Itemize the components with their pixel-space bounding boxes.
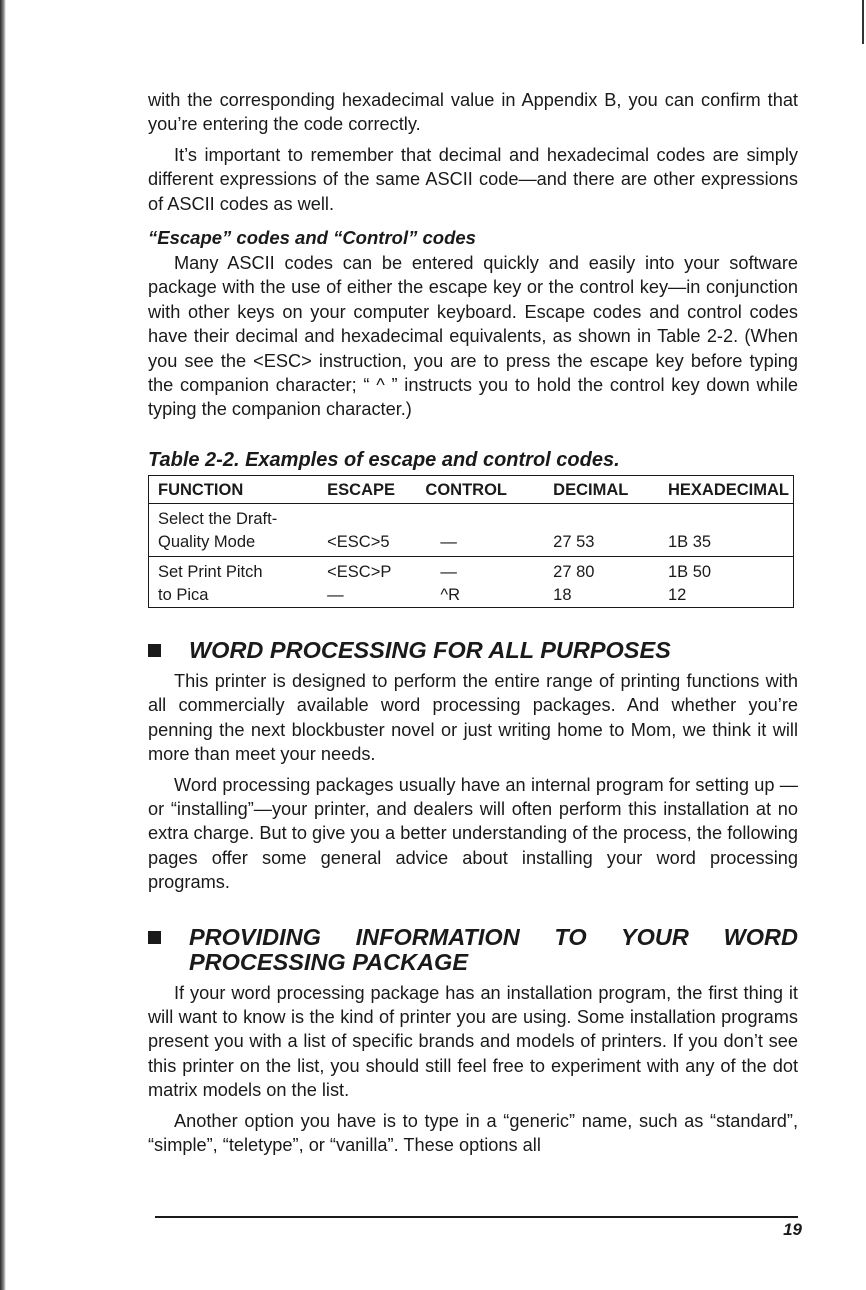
page-number: 19 (783, 1220, 802, 1239)
body-paragraph: This printer is designed to perform the entire range of printing functions with all commercially available word processing packages. And whether you’re penning the next blockbuster novel or just writing home to Mom, we think it will more than meet your needs. (148, 670, 798, 765)
cell-control: — (416, 531, 544, 557)
section-heading-word-processing (148, 638, 798, 663)
table-row (149, 584, 794, 608)
cell-escape: — (327, 585, 344, 604)
table-caption: Table 2-2. Examples of escape and control codes. (148, 448, 620, 471)
body-paragraph: with the corresponding hexadecimal value in Appendix B, you can confirm that you’re entering the code correctly. (148, 90, 798, 135)
section-heading-text: PROVIDING INFORMATION TO YOUR WORD PROCESSING PACKAGE (189, 923, 798, 975)
body-paragraph: It’s important to remember that decimal and hexadecimal codes are simply different expressions of the same ASCII code—and there are other expressions of ASCII codes as well. (148, 144, 798, 214)
cell-control: ^R (440, 585, 461, 604)
table-row (149, 531, 794, 557)
cell-escape (318, 503, 416, 531)
page-edge-mark (862, 0, 864, 44)
body-paragraph: Many ASCII codes can be entered quickly and easily into your software package with the use of either the escape key or the control key—in conjunction with other keys on your computer keyboard. Escape codes and control codes have their decimal and hexadecimal equivalents, as shown in Table 2-2. (When you see the <ESC> instruction, you are to press the escape key before typing the companion character; “ ^ ” instructs you to hold the control key down while typing the companion character.) (148, 253, 798, 420)
column-header-function: FUNCTION (149, 475, 319, 503)
cell-control (416, 503, 544, 531)
cell-function: Quality Mode (149, 531, 319, 557)
cell-function: Select the Draft- (158, 509, 278, 528)
cell-hex: 1B 35 (659, 531, 794, 557)
column-header-decimal: DECIMAL (544, 475, 659, 503)
cell-escape: <ESC>P (327, 562, 392, 581)
cell-decimal: 27 80 (553, 562, 595, 581)
cell-control: — (440, 562, 457, 581)
square-bullet-icon (148, 644, 161, 657)
cell-hex (659, 503, 794, 531)
page-binding-edge (0, 0, 6, 1290)
manual-page (148, 88, 798, 1163)
cell-function: Set Print Pitch (158, 562, 263, 581)
section-heading-text: WORD PROCESSING FOR ALL PURPOSES (189, 636, 671, 663)
cell-hex: 1B 50 (667, 562, 712, 581)
square-bullet-icon (148, 931, 161, 944)
column-header-control: CONTROL (416, 475, 544, 503)
body-paragraph: If your word processing package has an installation program, the first thing it will want to know is the kind of printer you are using. Some installation programs present you with a list of specific brands and models of printers. If you don’t see this printer on the list, you should still feel free to experiment with any of the dot matrix models on the list. (148, 982, 798, 1101)
cell-decimal (544, 503, 659, 531)
body-paragraph: Another option you have is to type in a “generic” name, such as “standard”, “simple”, “teletype”, or “vanilla”. These options all (148, 1110, 798, 1155)
footer-rule (155, 1216, 798, 1218)
escape-control-subheading: “Escape” codes and “Control” codes (148, 227, 476, 249)
column-header-hexadecimal: HEXADECIMAL (659, 475, 794, 503)
cell-function: to Pica (158, 585, 209, 604)
body-paragraph: Word processing packages usually have an internal program for setting up —or “installing”—your printer, and dealers will often perform this installation at no extra charge. But to give you a better understanding of the process, the following pages offer some general advice about installing your word processing programs. (148, 774, 798, 893)
codes-table (148, 475, 794, 608)
table-row (149, 556, 794, 584)
column-header-escape: ESCAPE (318, 475, 416, 503)
cell-hex: 12 (667, 585, 687, 604)
table-header-row (149, 475, 794, 503)
section-heading-providing-information (148, 925, 798, 975)
cell-escape: <ESC>5 (318, 531, 416, 557)
table-row (149, 503, 794, 531)
cell-decimal: 27 53 (544, 531, 659, 557)
cell-decimal: 18 (553, 585, 572, 604)
